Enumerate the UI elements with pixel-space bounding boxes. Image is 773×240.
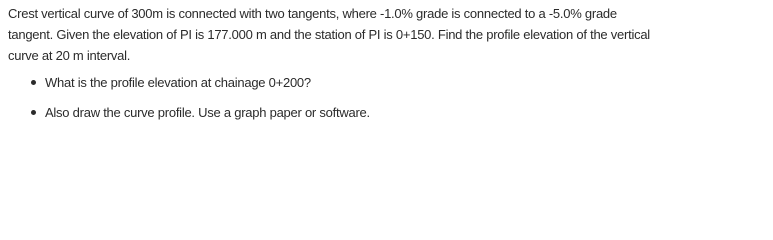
problem-line-3: curve at 20 m interval. (8, 48, 131, 63)
question-item-1 (8, 72, 767, 93)
bullet-icon (31, 80, 36, 85)
question-item-2 (8, 102, 767, 123)
problem-statement (8, 3, 767, 66)
question-text-1: What is the profile elevation at chainage 0+200? (45, 75, 311, 90)
bullet-icon (31, 110, 36, 115)
question-list (8, 72, 767, 123)
problem-line-1: Crest vertical curve of 300m is connected with two tangents, where -1.0% grade is connected to a -5.0% grade (8, 6, 617, 21)
question-text-2: Also draw the curve profile. Use a graph paper or software. (45, 105, 370, 120)
problem-line-2: tangent. Given the elevation of PI is 177.000 m and the station of PI is 0+150. Find the profile elevation of the vertical (8, 27, 650, 42)
